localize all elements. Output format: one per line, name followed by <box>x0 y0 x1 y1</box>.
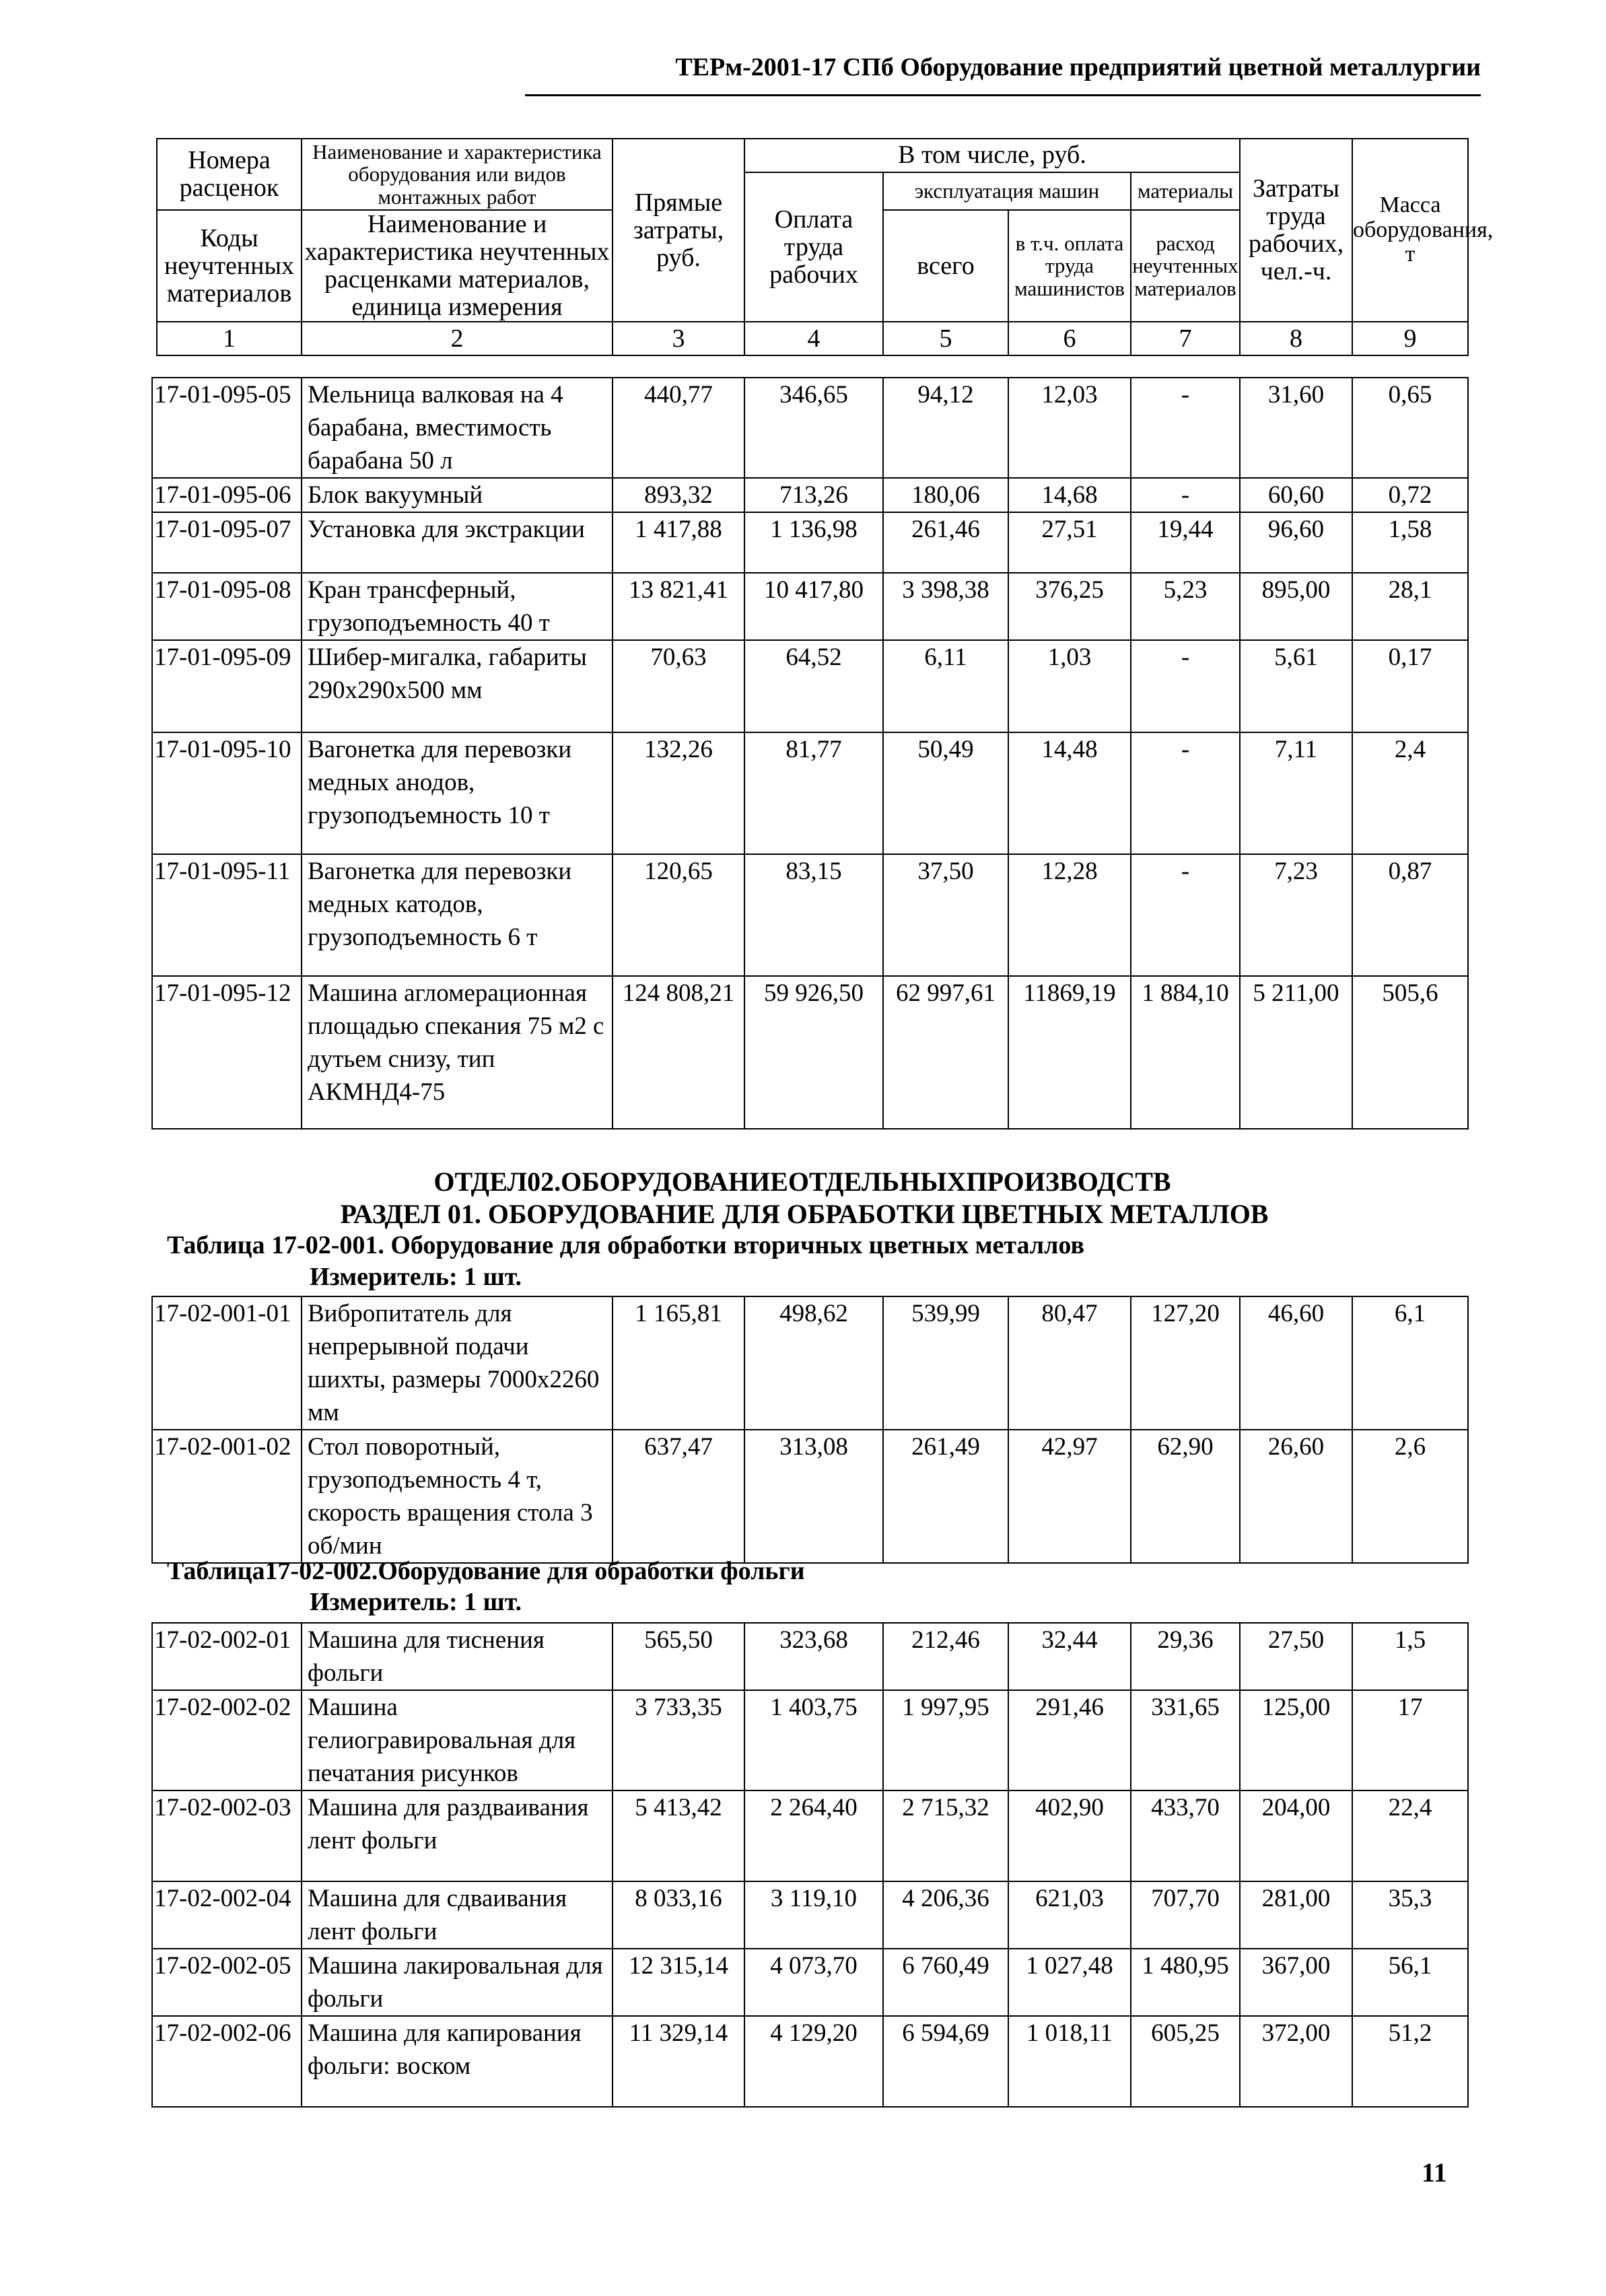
rate-code-cell: 17-01-095-05 <box>152 378 302 478</box>
labor-hours-cell: 31,60 <box>1240 378 1352 478</box>
material-use-cell: 29,36 <box>1131 1623 1240 1690</box>
equipment-mass-cell: 2,6 <box>1352 1430 1468 1563</box>
col-kody: Коды неучтенных материалов <box>157 210 302 322</box>
col-vtch: в т.ч. оплата труда машинистов <box>1008 210 1131 322</box>
labor-hours-cell: 26,60 <box>1240 1430 1352 1563</box>
direct-cost-cell: 12 315,14 <box>613 1949 744 2016</box>
rate-code-cell: 17-01-095-06 <box>152 478 302 512</box>
labor-hours-cell: 5 211,00 <box>1240 976 1352 1129</box>
direct-cost-cell: 893,32 <box>613 478 744 512</box>
labor-hours-cell: 5,61 <box>1240 640 1352 732</box>
table-row <box>152 1790 1468 1881</box>
rate-code-cell: 17-02-001-01 <box>152 1296 302 1430</box>
equipment-mass-cell: 1,5 <box>1352 1623 1468 1690</box>
machinist-pay-cell: 1 018,11 <box>1008 2016 1131 2107</box>
labor-hours-cell: 281,00 <box>1240 1881 1352 1949</box>
direct-cost-cell: 13 821,41 <box>613 573 744 640</box>
machinist-pay-cell: 80,47 <box>1008 1296 1131 1430</box>
machine-total-cell: 6,11 <box>883 640 1008 732</box>
rate-code-cell: 17-01-095-09 <box>152 640 302 732</box>
col-massa: Масса оборудования, т <box>1352 139 1468 322</box>
material-use-cell: 331,65 <box>1131 1690 1240 1790</box>
col-zatraty: Затраты труда рабочих, чел.-ч. <box>1240 139 1352 322</box>
machine-total-cell: 50,49 <box>883 732 1008 854</box>
direct-cost-cell: 440,77 <box>613 378 744 478</box>
machinist-pay-cell: 14,48 <box>1008 732 1131 854</box>
material-use-cell: - <box>1131 732 1240 854</box>
rate-code-cell: 17-02-002-03 <box>152 1790 302 1881</box>
column-header-table <box>156 138 1494 356</box>
machinist-pay-cell: 621,03 <box>1008 1881 1131 1949</box>
labor-pay-cell: 59 926,50 <box>744 976 883 1129</box>
labor-pay-cell: 4 129,20 <box>744 2016 883 2107</box>
col-number: 2 <box>302 322 613 355</box>
rates-table-17-02-001 <box>151 1296 1469 1564</box>
item-name-cell: Машина для тиснения фольги <box>302 1623 613 1690</box>
labor-pay-cell: 4 073,70 <box>744 1949 883 2016</box>
measure-unit: Измеритель: 1 шт. <box>310 1588 522 1616</box>
equipment-mass-cell: 0,87 <box>1352 854 1468 976</box>
labor-pay-cell: 10 417,80 <box>744 573 883 640</box>
table-row <box>152 854 1468 976</box>
item-name-cell: Установка для экстракции <box>302 512 613 573</box>
equipment-mass-cell: 2,4 <box>1352 732 1468 854</box>
item-name-cell: Мельница валковая на 4 барабана, вместимость барабана 50 л <box>302 378 613 478</box>
machinist-pay-cell: 11869,19 <box>1008 976 1131 1129</box>
page-header: ТЕРм-2001-17 СПб Оборудование предприятий цветной металлургии <box>675 53 1481 81</box>
machine-total-cell: 261,46 <box>883 512 1008 573</box>
table-row <box>152 1296 1468 1430</box>
item-name-cell: Машина для сдваивания лент фольги <box>302 1881 613 1949</box>
machinist-pay-cell: 12,28 <box>1008 854 1131 976</box>
equipment-mass-cell: 1,58 <box>1352 512 1468 573</box>
table-row <box>152 512 1468 573</box>
item-name-cell: Шибер-мигалка, габариты 290х290х500 мм <box>302 640 613 732</box>
labor-hours-cell: 204,00 <box>1240 1790 1352 1881</box>
labor-hours-cell: 367,00 <box>1240 1949 1352 2016</box>
labor-hours-cell: 96,60 <box>1240 512 1352 573</box>
table-row <box>152 478 1468 512</box>
col-number: 3 <box>613 322 744 355</box>
col-number: 8 <box>1240 322 1352 355</box>
machinist-pay-cell: 376,25 <box>1008 573 1131 640</box>
machinist-pay-cell: 1 027,48 <box>1008 1949 1131 2016</box>
rate-code-cell: 17-01-095-10 <box>152 732 302 854</box>
material-use-cell: 1 884,10 <box>1131 976 1240 1129</box>
labor-pay-cell: 498,62 <box>744 1296 883 1430</box>
header-rule <box>525 94 1481 96</box>
rate-code-cell: 17-02-002-04 <box>152 1881 302 1949</box>
labor-pay-cell: 64,52 <box>744 640 883 732</box>
material-use-cell: 5,23 <box>1131 573 1240 640</box>
equipment-mass-cell: 6,1 <box>1352 1296 1468 1430</box>
machine-total-cell: 6 594,69 <box>883 2016 1008 2107</box>
item-name-cell: Машина для раздваивания лент фольги <box>302 1790 613 1881</box>
col-nomera: Номера расценок <box>157 139 302 210</box>
table-row <box>152 573 1468 640</box>
equipment-mass-cell: 0,72 <box>1352 478 1468 512</box>
col-number: 4 <box>744 322 883 355</box>
col-oplata: Оплата труда рабочих <box>744 172 883 322</box>
section-otdel: ОТДЕЛ02.ОБОРУДОВАНИЕОТДЕЛЬНЫХПРОИЗВОДСТВ <box>433 1167 1171 1197</box>
rates-table-17-01-095 <box>151 377 1469 1129</box>
measure-unit: Измеритель: 1 шт. <box>310 1263 522 1291</box>
table-title: Таблица 17-02-001. Оборудование для обработки вторичных цветных металлов <box>167 1231 1085 1259</box>
machinist-pay-cell: 32,44 <box>1008 1623 1131 1690</box>
equipment-mass-cell: 35,3 <box>1352 1881 1468 1949</box>
direct-cost-cell: 11 329,14 <box>613 2016 744 2107</box>
labor-hours-cell: 895,00 <box>1240 573 1352 640</box>
table-row <box>152 976 1468 1129</box>
machine-total-cell: 37,50 <box>883 854 1008 976</box>
rate-code-cell: 17-01-095-11 <box>152 854 302 976</box>
labor-pay-cell: 323,68 <box>744 1623 883 1690</box>
table-row <box>152 2016 1468 2107</box>
material-use-cell: - <box>1131 378 1240 478</box>
material-use-cell: 19,44 <box>1131 512 1240 573</box>
col-ekspl: эксплуатация машин <box>883 172 1131 210</box>
item-name-cell: Стол поворотный, грузоподъемность 4 т, скорость вращения стола 3 об/мин <box>302 1430 613 1563</box>
col-number: 5 <box>883 322 1008 355</box>
direct-cost-cell: 124 808,21 <box>613 976 744 1129</box>
direct-cost-cell: 120,65 <box>613 854 744 976</box>
machinist-pay-cell: 27,51 <box>1008 512 1131 573</box>
equipment-mass-cell: 56,1 <box>1352 1949 1468 2016</box>
equipment-mass-cell: 0,65 <box>1352 378 1468 478</box>
machinist-pay-cell: 12,03 <box>1008 378 1131 478</box>
machine-total-cell: 94,12 <box>883 378 1008 478</box>
material-use-cell: 605,25 <box>1131 2016 1240 2107</box>
rate-code-cell: 17-02-002-01 <box>152 1623 302 1690</box>
table-row <box>152 1881 1468 1949</box>
labor-pay-cell: 2 264,40 <box>744 1790 883 1881</box>
machinist-pay-cell: 1,03 <box>1008 640 1131 732</box>
table-row <box>152 378 1468 478</box>
labor-pay-cell: 83,15 <box>744 854 883 976</box>
item-name-cell: Машина агломерационная площадью спекания 75 м2 с дутьем снизу, тип АКМНД4-75 <box>302 976 613 1129</box>
material-use-cell: - <box>1131 640 1240 732</box>
material-use-cell: - <box>1131 854 1240 976</box>
table-row <box>152 1690 1468 1790</box>
item-name-cell: Машина для капирования фольги: воском <box>302 2016 613 2107</box>
direct-cost-cell: 3 733,35 <box>613 1690 744 1790</box>
rates-table-17-02-002 <box>151 1622 1469 2108</box>
machine-total-cell: 4 206,36 <box>883 1881 1008 1949</box>
equipment-mass-cell: 0,17 <box>1352 640 1468 732</box>
machinist-pay-cell: 402,90 <box>1008 1790 1131 1881</box>
machinist-pay-cell: 291,46 <box>1008 1690 1131 1790</box>
labor-pay-cell: 81,77 <box>744 732 883 854</box>
col-naim-mat: Наименование и характеристика неучтенных расценками материалов, единица измерения <box>302 210 613 322</box>
rate-code-cell: 17-01-095-07 <box>152 512 302 573</box>
rate-code-cell: 17-02-002-02 <box>152 1690 302 1790</box>
machine-total-cell: 2 715,32 <box>883 1790 1008 1881</box>
labor-pay-cell: 313,08 <box>744 1430 883 1563</box>
table-row <box>152 640 1468 732</box>
table-row <box>152 1949 1468 2016</box>
machine-total-cell: 539,99 <box>883 1296 1008 1430</box>
table-row <box>152 1430 1468 1563</box>
machine-total-cell: 212,46 <box>883 1623 1008 1690</box>
table-row <box>152 1623 1468 1690</box>
col-pryamye: Прямые затраты, руб. <box>613 139 744 322</box>
col-number: 1 <box>157 322 302 355</box>
material-use-cell: 127,20 <box>1131 1296 1240 1430</box>
item-name-cell: Вагонетка для перевозки медных катодов, грузоподъемность 6 т <box>302 854 613 976</box>
machine-total-cell: 261,49 <box>883 1430 1008 1563</box>
equipment-mass-cell: 51,2 <box>1352 2016 1468 2107</box>
item-name-cell: Вагонетка для перевозки медных анодов, грузоподъемность 10 т <box>302 732 613 854</box>
direct-cost-cell: 1 165,81 <box>613 1296 744 1430</box>
col-vsego: всего <box>883 210 1008 322</box>
labor-hours-cell: 372,00 <box>1240 2016 1352 2107</box>
rate-code-cell: 17-02-001-02 <box>152 1430 302 1563</box>
material-use-cell: 433,70 <box>1131 1790 1240 1881</box>
labor-hours-cell: 7,11 <box>1240 732 1352 854</box>
item-name-cell: Кран трансферный, грузоподъемность 40 т <box>302 573 613 640</box>
col-rashod: расход неучтенных материалов <box>1131 210 1240 322</box>
table-title: Таблица17-02-002.Оборудование для обработки фольги <box>167 1557 805 1585</box>
direct-cost-cell: 70,63 <box>613 640 744 732</box>
col-v-tom-chisle: В том числе, руб. <box>744 139 1240 172</box>
direct-cost-cell: 8 033,16 <box>613 1881 744 1949</box>
equipment-mass-cell: 28,1 <box>1352 573 1468 640</box>
direct-cost-cell: 132,26 <box>613 732 744 854</box>
machine-total-cell: 180,06 <box>883 478 1008 512</box>
labor-pay-cell: 3 119,10 <box>744 1881 883 1949</box>
direct-cost-cell: 565,50 <box>613 1623 744 1690</box>
material-use-cell: 1 480,95 <box>1131 1949 1240 2016</box>
material-use-cell: 707,70 <box>1131 1881 1240 1949</box>
direct-cost-cell: 637,47 <box>613 1430 744 1563</box>
labor-pay-cell: 1 403,75 <box>744 1690 883 1790</box>
item-name-cell: Вибропитатель для непрерывной подачи шихты, размеры 7000х2260 мм <box>302 1296 613 1430</box>
col-materialy: материалы <box>1131 172 1240 210</box>
machine-total-cell: 6 760,49 <box>883 1949 1008 2016</box>
labor-hours-cell: 27,50 <box>1240 1623 1352 1690</box>
page-number: 11 <box>1422 2157 1447 2188</box>
col-number: 9 <box>1352 322 1468 355</box>
col-naim-work: Наименование и характеристика оборудования или видов монтажных работ <box>302 139 613 210</box>
item-name-cell: Блок вакуумный <box>302 478 613 512</box>
labor-hours-cell: 46,60 <box>1240 1296 1352 1430</box>
labor-hours-cell: 125,00 <box>1240 1690 1352 1790</box>
labor-hours-cell: 7,23 <box>1240 854 1352 976</box>
rate-code-cell: 17-01-095-12 <box>152 976 302 1129</box>
section-razdel: РАЗДЕЛ 01. ОБОРУДОВАНИЕ ДЛЯ ОБРАБОТКИ ЦВЕТНЫХ МЕТАЛЛОВ <box>340 1199 1269 1229</box>
machinist-pay-cell: 42,97 <box>1008 1430 1131 1563</box>
machine-total-cell: 62 997,61 <box>883 976 1008 1129</box>
labor-pay-cell: 346,65 <box>744 378 883 478</box>
direct-cost-cell: 5 413,42 <box>613 1790 744 1881</box>
equipment-mass-cell: 17 <box>1352 1690 1468 1790</box>
rate-code-cell: 17-02-002-06 <box>152 2016 302 2107</box>
item-name-cell: Машина гелиогравировальная для печатания рисунков <box>302 1690 613 1790</box>
machinist-pay-cell: 14,68 <box>1008 478 1131 512</box>
direct-cost-cell: 1 417,88 <box>613 512 744 573</box>
equipment-mass-cell: 505,6 <box>1352 976 1468 1129</box>
machine-total-cell: 1 997,95 <box>883 1690 1008 1790</box>
labor-hours-cell: 60,60 <box>1240 478 1352 512</box>
rate-code-cell: 17-02-002-05 <box>152 1949 302 2016</box>
item-name-cell: Машина лакировальная для фольги <box>302 1949 613 2016</box>
rate-code-cell: 17-01-095-08 <box>152 573 302 640</box>
col-number: 6 <box>1008 322 1131 355</box>
equipment-mass-cell: 22,4 <box>1352 1790 1468 1881</box>
table-row <box>152 732 1468 854</box>
col-number: 7 <box>1131 322 1240 355</box>
labor-pay-cell: 713,26 <box>744 478 883 512</box>
material-use-cell: 62,90 <box>1131 1430 1240 1563</box>
labor-pay-cell: 1 136,98 <box>744 512 883 573</box>
material-use-cell: - <box>1131 478 1240 512</box>
machine-total-cell: 3 398,38 <box>883 573 1008 640</box>
